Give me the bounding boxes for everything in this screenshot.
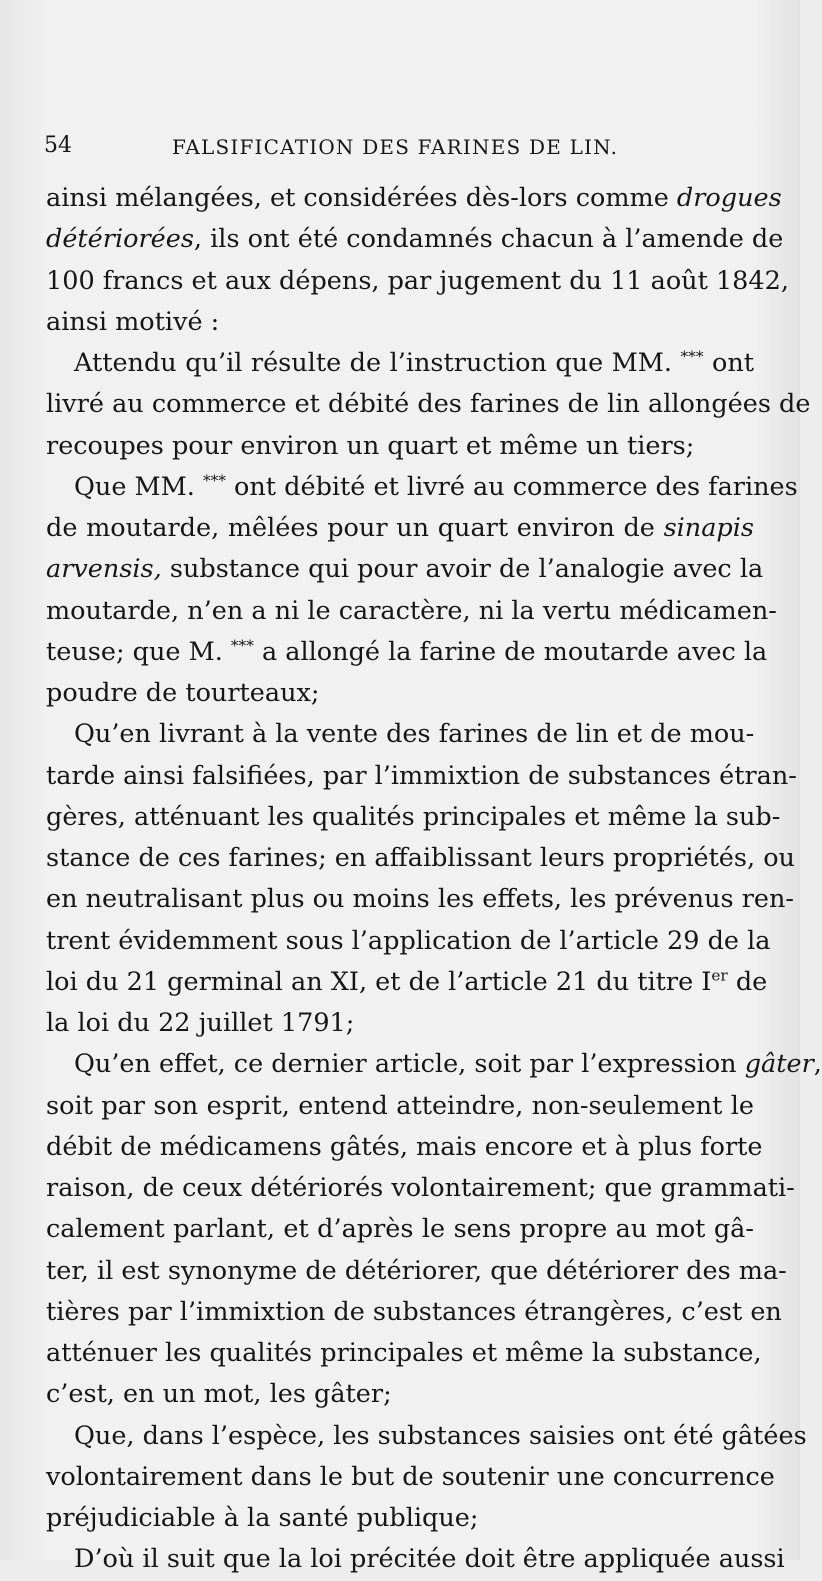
- page-header: [44, 133, 764, 165]
- text-run: en neutralisant plus ou moins les effets, les prévenus ren-: [46, 884, 795, 915]
- paragraph-start: [46, 714, 754, 755]
- text-run: a allongé la farine de moutarde avec la: [253, 636, 768, 667]
- text-run: poudre de tourteaux;: [46, 678, 320, 708]
- italic-term: détériorées: [46, 224, 194, 255]
- text-run: ainsi mélangées, et considérées dès-lors comme: [46, 183, 677, 213]
- page-number: 54: [44, 133, 72, 158]
- text-run: moutarde, n’en a ni le caractère, ni la vertu médicamen-: [46, 595, 777, 626]
- text-run: Que MM.: [74, 471, 203, 502]
- text-run: trent évidemment sous l’application de l’article 29 de la: [46, 925, 771, 956]
- text-line: [46, 1374, 754, 1415]
- text-line: [46, 1457, 775, 1498]
- text-line: [46, 1333, 762, 1374]
- text-run: loi du 21 germinal an XI, et de l’article 21 du titre I: [46, 966, 712, 997]
- text-line: [46, 1086, 754, 1127]
- text-run: ont débité et livré au commerce des farines: [225, 471, 798, 502]
- text-run: 100 francs et aux dépens, par jugement du 11 août 1842,: [46, 265, 789, 296]
- text-run: ter, il est synonyme de détériorer, que détériorer des ma-: [46, 1255, 787, 1286]
- text-run: D’où il suit que la loi précitée doit être appliquée aussi: [74, 1544, 785, 1575]
- text-run: atténuer les qualités principales et même la substance,: [46, 1338, 762, 1368]
- text-run: c’est, en un mot, les gâter;: [46, 1379, 392, 1410]
- text-line: [46, 591, 777, 632]
- text-run: , ils ont été condamnés chacun à l’amende de: [193, 224, 784, 255]
- italic-term: arvensis,: [46, 554, 162, 585]
- text-run: tarde ainsi falsifiées, par l’immixtion de substances étran-: [46, 760, 797, 791]
- asterisks: ***: [202, 471, 226, 490]
- italic-term: gâter: [744, 1049, 814, 1080]
- text-line: [46, 384, 811, 425]
- superscript: er: [711, 966, 728, 985]
- text-run: de moutarde, mêlées pour un quart environ de: [46, 513, 664, 543]
- text-run: gères, atténuant les qualités principales et même la sub-: [46, 801, 781, 832]
- text-run: substance qui pour avoir de l’analogie avec la: [161, 554, 764, 585]
- text-line: [46, 219, 784, 260]
- text-line: [46, 508, 754, 549]
- text-run: Attendu qu’il résulte de l’instruction que MM.: [74, 348, 681, 378]
- running-title: FALSIFICATION DES FARINES DE LIN.: [172, 135, 619, 159]
- text-line: [46, 756, 797, 797]
- text-line: [46, 1168, 795, 1209]
- text-run: stance de ces farines; en affaiblissant leurs propriétés, ou: [46, 843, 795, 873]
- paragraph-start: [46, 1044, 822, 1085]
- text-line: [46, 1127, 763, 1168]
- text-run: Qu’en livrant à la vente des farines de lin et de mou-: [74, 719, 755, 750]
- paragraph-start: [46, 343, 754, 384]
- text-line: [46, 673, 754, 714]
- text-line: [46, 962, 768, 1003]
- paragraph-start: [46, 1539, 785, 1580]
- text-line: [46, 1209, 754, 1250]
- text-line: [46, 879, 795, 920]
- text-line: [46, 632, 768, 673]
- text-line: [46, 426, 754, 467]
- text-run: la loi du 22 juillet 1791;: [46, 1008, 355, 1038]
- text-run: débit de médicamens gâtés, mais encore et à plus forte: [46, 1131, 763, 1162]
- text-line: [46, 178, 782, 219]
- text-run: livré au commerce et débité des farines de lin allongées de: [46, 389, 811, 420]
- text-line: [46, 1498, 754, 1539]
- text-run: tières par l’immixtion de substances étrangères, c’est en: [46, 1296, 782, 1327]
- text-run: ,: [813, 1049, 822, 1080]
- text-line: [46, 921, 771, 962]
- text-line: [46, 261, 789, 302]
- text-line: [46, 838, 795, 879]
- text-run: Que, dans l’espèce, les substances saisies ont été gâtées: [74, 1420, 807, 1451]
- text-run: raison, de ceux détériorés volontairement; que grammati-: [46, 1173, 795, 1203]
- text-run: volontairement dans le but de soutenir une concurrence: [46, 1461, 775, 1492]
- text-run: préjudiciable à la santé publique;: [46, 1503, 479, 1533]
- text-line: [46, 1003, 754, 1044]
- asterisks: ***: [230, 636, 254, 655]
- text-line: [46, 549, 764, 590]
- text-run: calement parlant, et d’après le sens propre au mot gâ-: [46, 1214, 754, 1245]
- italic-term: drogues: [676, 183, 782, 213]
- paragraph-start: [46, 467, 798, 508]
- text-run: soit par son esprit, entend atteindre, non-seulement le: [46, 1090, 754, 1121]
- text-line: [46, 797, 781, 838]
- asterisks: ***: [680, 347, 704, 366]
- text-run: Qu’en effet, ce dernier article, soit par l’expression: [74, 1049, 745, 1080]
- text-run: ont: [703, 348, 754, 378]
- paragraph-start: [46, 1416, 807, 1457]
- text-run: recoupes pour environ un quart et même un tiers;: [46, 430, 695, 461]
- body-text: [46, 178, 822, 1581]
- text-line: [46, 302, 754, 343]
- text-run: de: [727, 966, 768, 997]
- italic-term: sinapis: [663, 513, 754, 543]
- text-line: [46, 1251, 787, 1292]
- text-run: ainsi motivé :: [46, 306, 220, 337]
- text-line: [46, 1292, 782, 1333]
- text-run: teuse; que M.: [46, 636, 231, 667]
